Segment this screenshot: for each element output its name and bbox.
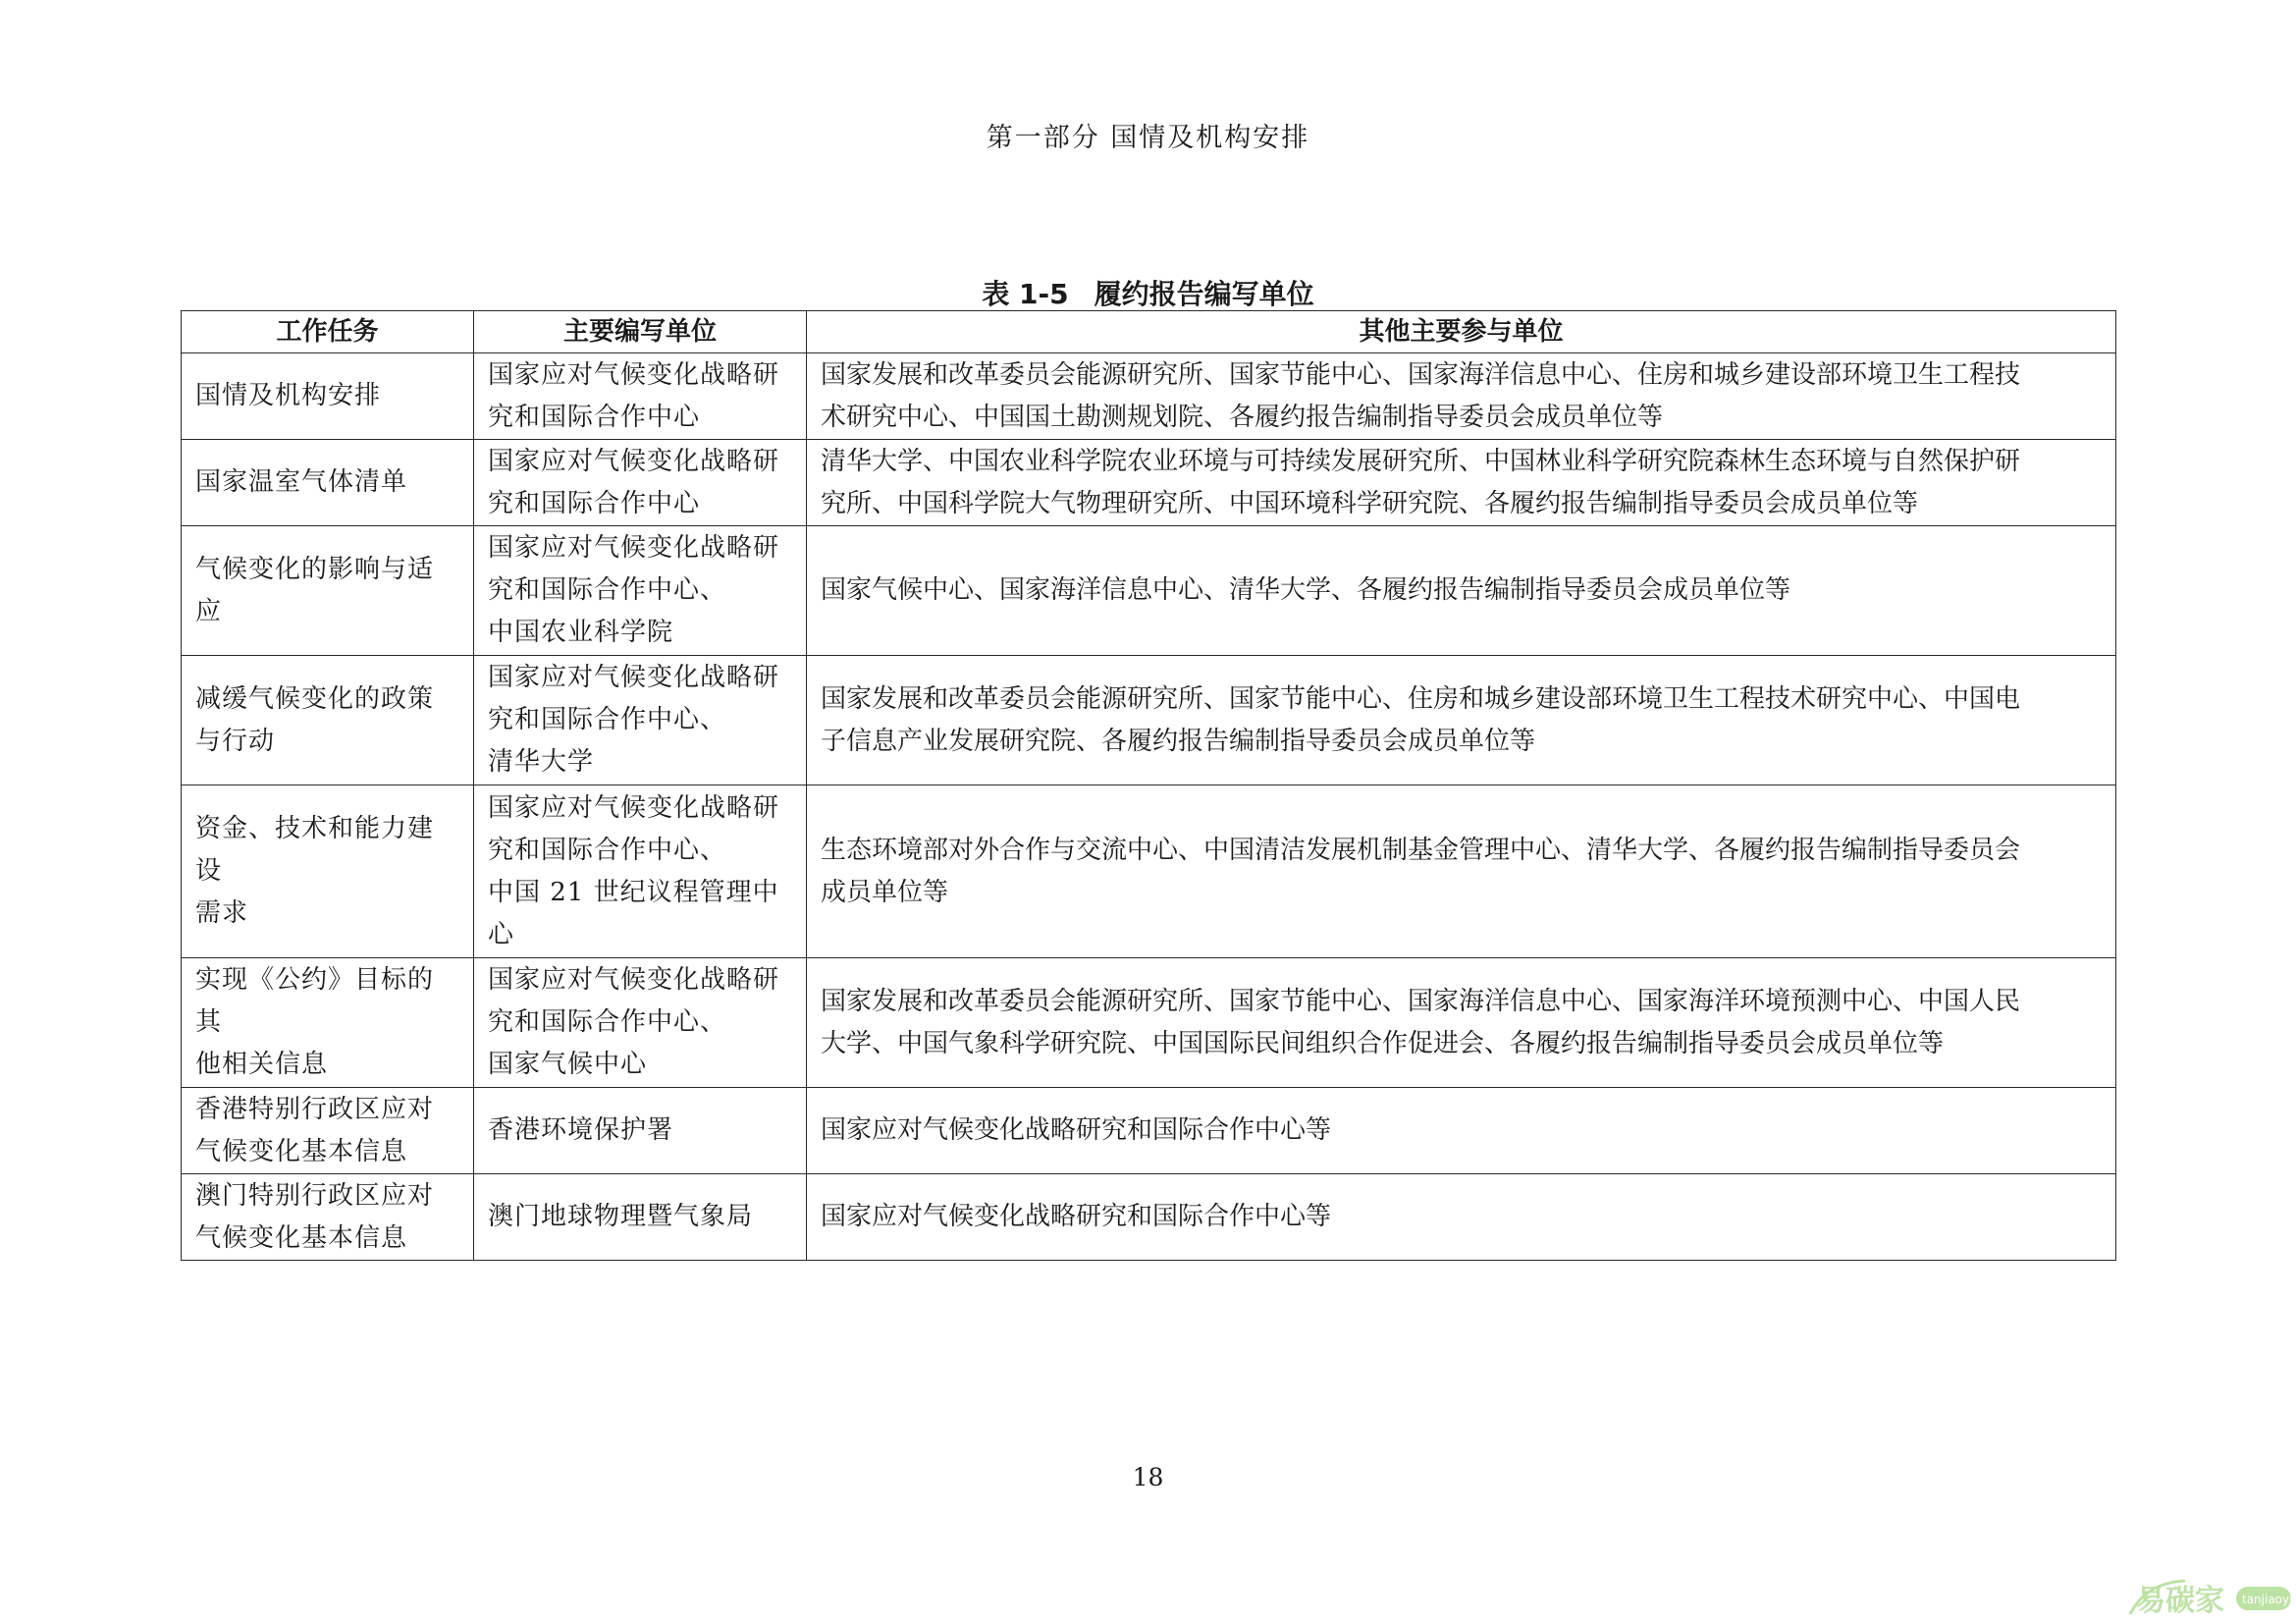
cell-line: 究和国际合作中心、 (488, 835, 727, 865)
cell-line: 应 (195, 596, 223, 626)
cell-line: 究和国际合作中心、 (488, 705, 727, 734)
cell-line: 子信息产业发展研究院、各履约报告编制指导委员会成员单位等 (821, 726, 1536, 756)
cell-line: 香港特别行政区应对 (195, 1094, 435, 1124)
task-cell (182, 440, 474, 526)
compilation-units-table (181, 310, 2116, 1261)
other-units-cell (807, 526, 2116, 656)
table-row (182, 526, 2116, 656)
task-cell (182, 656, 474, 785)
main-unit-cell (474, 1088, 807, 1174)
other-units-cell (807, 785, 2116, 958)
main-unit-cell (474, 785, 807, 958)
cell-line: 与行动 (195, 726, 276, 756)
main-unit-cell (474, 656, 807, 785)
cell-line: 国家应对气候变化战略研 (488, 446, 780, 476)
cell-line: 清华大学、中国农业科学院农业环境与可持续发展研究所、中国林业科学研究院森林生态环境与自然保护研 (821, 446, 2021, 476)
cell-line: 清华大学 (488, 747, 595, 777)
cell-line: 气候变化基本信息 (195, 1136, 408, 1166)
table-row (182, 1174, 2116, 1261)
table-row (182, 785, 2116, 958)
other-units-cell (807, 656, 2116, 785)
cell-line: 生态环境部对外合作与交流中心、中国清洁发展机制基金管理中心、清华大学、各履约报告编制指导委员会 (821, 835, 2021, 865)
cell-line: 心 (488, 919, 515, 949)
cell-line: 需求 (195, 898, 249, 928)
main-unit-cell (474, 1174, 807, 1261)
table-row (182, 440, 2116, 526)
cell-line: 国家发展和改革委员会能源研究所、国家节能中心、国家海洋信息中心、住房和城乡建设部环境卫生工程技 (821, 359, 2021, 390)
cell-line: 他相关信息 (195, 1050, 329, 1079)
cell-line: 国家应对气候变化战略研究和国际合作中心等 (821, 1115, 1332, 1145)
main-unit-cell (474, 526, 807, 656)
cell-line: 澳门地球物理暨气象局 (488, 1202, 754, 1231)
cell-line: 气候变化基本信息 (195, 1222, 408, 1253)
cell-line: 究和国际合作中心、 (488, 575, 727, 605)
table-row (182, 353, 2116, 440)
cell-line: 中国农业科学院 (488, 618, 674, 647)
cell-line: 国家发展和改革委员会能源研究所、国家节能中心、国家海洋信息中心、国家海洋环境预测中心、中国人民 (821, 986, 2021, 1016)
cell-line: 究和国际合作中心、 (488, 1007, 727, 1037)
svg-text:tanjiaoyi: tanjiaoyi (2242, 1593, 2293, 1606)
other-units-cell (807, 353, 2116, 440)
column-header-other-units: 其他主要参与单位 (807, 311, 2116, 353)
cell-line: 国家应对气候变化战略研究和国际合作中心等 (821, 1202, 1332, 1231)
cell-line: 国家应对气候变化战略研 (488, 533, 780, 563)
cell-line: 国家气候中心 (488, 1050, 648, 1079)
watermark-logo-icon (2126, 1575, 2293, 1620)
table-row (182, 1088, 2116, 1174)
task-cell (182, 526, 474, 656)
cell-line: 实现《公约》目标的其 (195, 965, 435, 1037)
other-units-cell (807, 958, 2116, 1088)
column-header-main-unit: 主要编写单位 (474, 311, 807, 353)
cell-line: 国家应对气候变化战略研 (488, 965, 780, 995)
cell-line: 国情及机构安排 (195, 381, 382, 410)
table-row (182, 656, 2116, 785)
task-cell (182, 785, 474, 958)
other-units-cell (807, 440, 2116, 526)
cell-line: 国家气候中心、国家海洋信息中心、清华大学、各履约报告编制指导委员会成员单位等 (821, 575, 1791, 605)
table-caption-number: 表 1-5 (982, 278, 1069, 310)
table-header-row (182, 311, 2116, 353)
column-header-task: 工作任务 (182, 311, 474, 353)
task-cell (182, 353, 474, 440)
cell-line: 国家应对气候变化战略研 (488, 663, 780, 692)
cell-line: 大学、中国气象科学研究院、中国国际民间组织合作促进会、各履约报告编制指导委员会成员单位等 (821, 1028, 1945, 1058)
svg-text:易碳家: 易碳家 (2136, 1584, 2224, 1618)
table-caption-title: 履约报告编写单位 (1094, 278, 1314, 310)
task-cell (182, 1088, 474, 1174)
task-cell (182, 958, 474, 1088)
cell-line: 成员单位等 (821, 877, 949, 907)
cell-line: 究和国际合作中心 (488, 488, 701, 518)
cell-line: 究和国际合作中心 (488, 402, 701, 432)
cell-line: 气候变化的影响与适 (195, 554, 435, 584)
cell-line: 香港环境保护署 (488, 1115, 674, 1145)
cell-line: 国家发展和改革委员会能源研究所、国家节能中心、住房和城乡建设部环境卫生工程技术研究中心、中国电 (821, 683, 2021, 714)
cell-line: 资金、技术和能力建设 (195, 814, 435, 886)
other-units-cell (807, 1088, 2116, 1174)
cell-line: 中国 21 世纪议程管理中 (488, 877, 779, 907)
cell-line: 澳门特别行政区应对 (195, 1180, 435, 1211)
main-unit-cell (474, 353, 807, 440)
cell-line: 究所、中国科学院大气物理研究所、中国环境科学研究院、各履约报告编制指导委员会成员单位等 (821, 488, 1919, 518)
table-caption (0, 273, 2296, 312)
page-number: 18 (1132, 1463, 1164, 1491)
cell-line: 国家应对气候变化战略研 (488, 792, 780, 823)
table-row (182, 958, 2116, 1088)
cell-line: 减缓气候变化的政策 (195, 683, 435, 714)
main-unit-cell (474, 958, 807, 1088)
other-units-cell (807, 1174, 2116, 1261)
cell-line: 国家温室气体清单 (195, 467, 408, 497)
cell-line: 术研究中心、中国国土勘测规划院、各履约报告编制指导委员会成员单位等 (821, 402, 1664, 432)
main-unit-cell (474, 440, 807, 526)
task-cell (182, 1174, 474, 1261)
running-header: 第一部分 国情及机构安排 (986, 123, 1310, 153)
cell-line: 国家应对气候变化战略研 (488, 359, 780, 390)
